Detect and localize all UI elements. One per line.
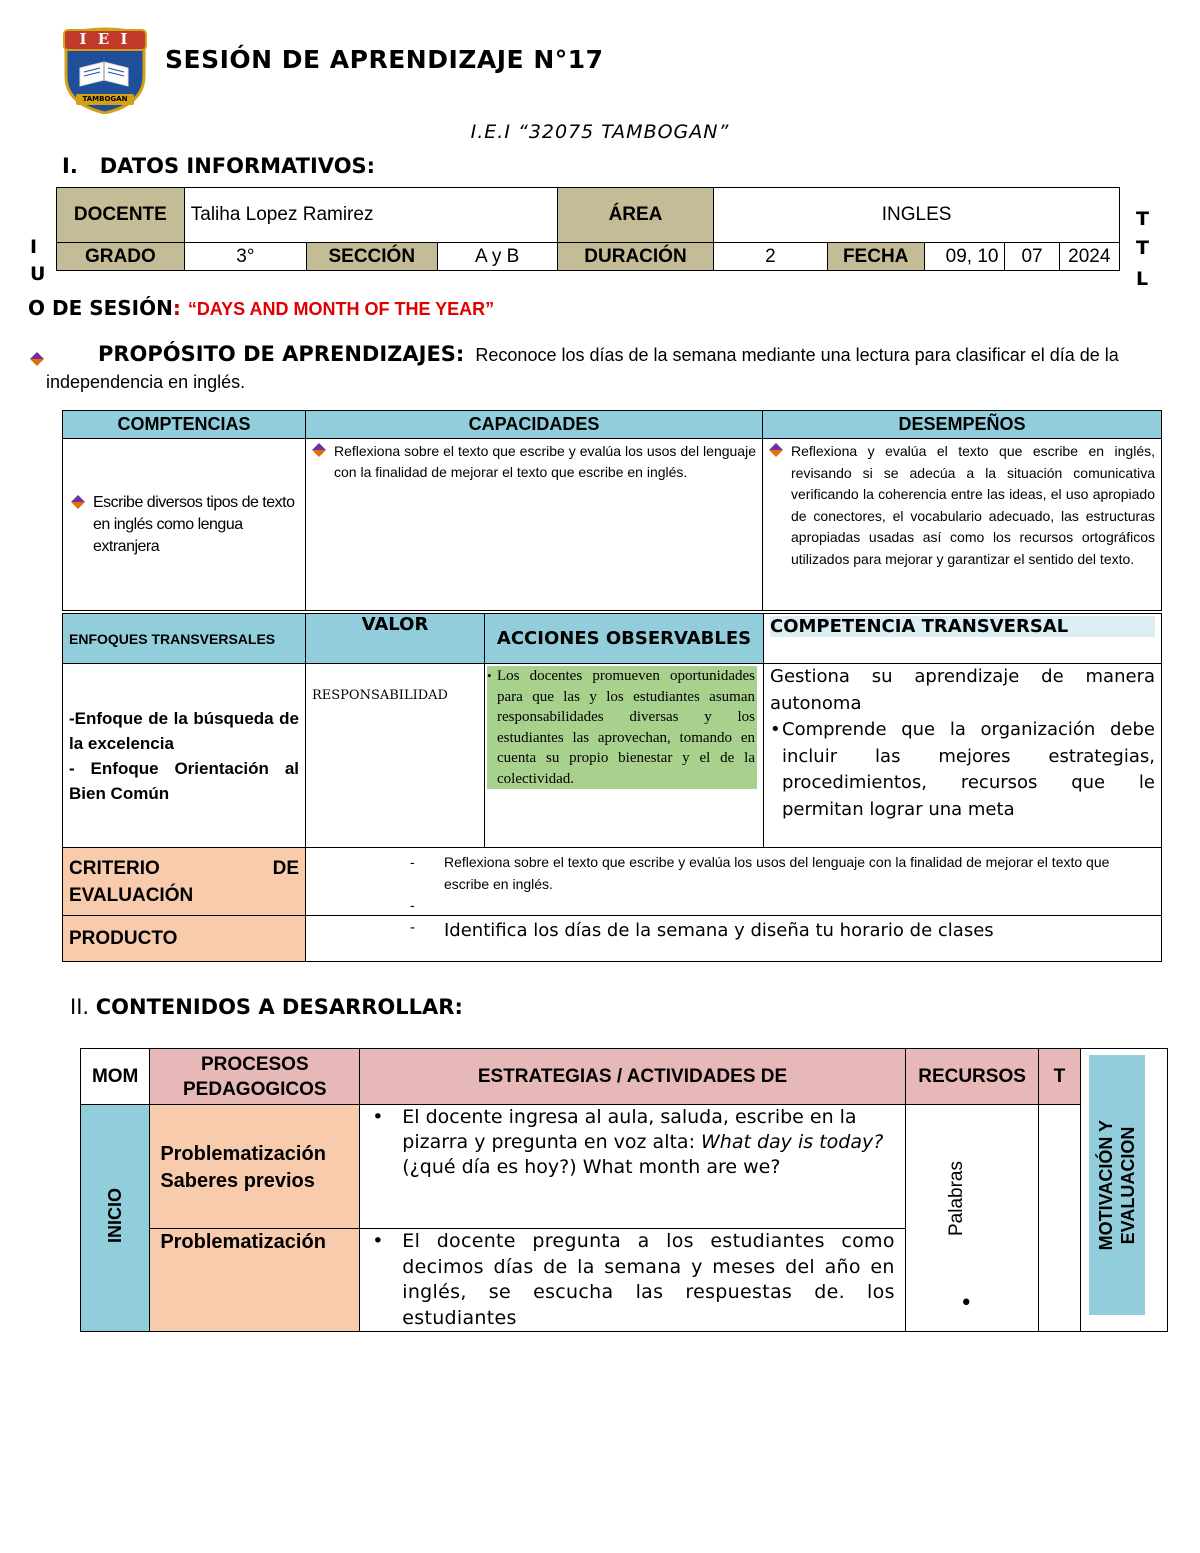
arrow-bullet-icon bbox=[769, 443, 783, 457]
header-recursos: RECURSOS bbox=[905, 1049, 1039, 1105]
competencia-text: Escribe diversos tipos de texto en inglés como lengua extranjera bbox=[93, 493, 295, 555]
session-title-colon: : bbox=[172, 296, 181, 320]
section-datos-title: I. DATOS INFORMATIVOS: bbox=[62, 154, 376, 178]
margin-letter: U bbox=[30, 263, 46, 285]
acciones-text: Los docentes promueven oportunidades para que las y los estudiantes asuman responsabilidades diversas y los estudiantes las aprovechan, tomando en cuenta su propio bienestar y el de la colectividad. bbox=[497, 668, 755, 787]
header-competencias: COMPTENCIAS bbox=[63, 411, 306, 439]
enfoques-table bbox=[62, 613, 1162, 962]
criterio-label: CRITERIO DE EVALUACIÓN bbox=[69, 857, 299, 906]
recursos-text: Palabras bbox=[945, 1161, 967, 1236]
criterio-cell bbox=[306, 848, 1162, 916]
header-desempenos: DESEMPEÑOS bbox=[763, 411, 1162, 439]
t-cell bbox=[1039, 1105, 1080, 1332]
header-valor: VALOR bbox=[306, 614, 485, 664]
grado-label: GRADO bbox=[57, 243, 185, 271]
capacidad-cell bbox=[306, 439, 763, 611]
seccion-value: A y B bbox=[437, 243, 557, 271]
section-number: II. bbox=[70, 995, 90, 1019]
side-label-cell bbox=[1080, 1049, 1167, 1332]
proposito-label: PROPÓSITO DE APRENDIZAJES: bbox=[98, 342, 465, 366]
acciones-cell bbox=[485, 664, 764, 848]
logo-top-text: I E I bbox=[79, 30, 131, 48]
arrow-bullet-icon bbox=[312, 443, 326, 457]
proceso-1: Problematización Saberes previos bbox=[150, 1105, 360, 1229]
section-title: CONTENIDOS A DESARROLLAR: bbox=[95, 995, 463, 1019]
producto-text: Identifica los días de la semana y diseña tu horario de clases bbox=[444, 920, 994, 941]
docente-value: Taliha Lopez Ramirez bbox=[184, 188, 557, 243]
side-label: MOTIVACIÓN Y EVALUACION bbox=[1095, 1119, 1138, 1251]
inicio-label: INICIO bbox=[104, 1188, 125, 1244]
comp-transversal-text: Gestiona su aprendizaje de manera autonoma bbox=[770, 666, 1155, 714]
logo-bottom-text: TAMBOGAN bbox=[82, 95, 128, 103]
enfoques-cell bbox=[63, 664, 306, 848]
desempeno-text: Reflexiona y evalúa el texto que escribe en inglés, revisando si se adecúa a la situación comunicativa verificando la coherencia entre las ideas, el uso apropiado de conectores, el vocabulario adecuado, las estructuras apropiadas usadas así como los recursos ortográficos utilizados para mejorar y garantizar el sentido del texto. bbox=[791, 443, 1155, 567]
desempeno-cell bbox=[763, 439, 1162, 611]
grado-value: 3° bbox=[184, 243, 306, 271]
school-name: I.E.I “32075 TAMBOGAN” bbox=[470, 121, 730, 143]
section-contenidos-title bbox=[70, 995, 463, 1019]
fecha-month: 07 bbox=[1005, 243, 1059, 271]
recursos-bullet: • bbox=[959, 1291, 973, 1316]
margin-letter: I bbox=[30, 236, 38, 258]
actividad-1: • El docente ingresa al aula, saluda, escribe en la pizarra y pregunta en voz alta: What day is today? (¿qué día es hoy?) What month are we? bbox=[360, 1105, 906, 1229]
fecha-year: 2024 bbox=[1059, 243, 1119, 271]
page-title: SESIÓN DE APRENDIZAJE N°17 bbox=[165, 45, 604, 74]
header-t: T bbox=[1039, 1049, 1080, 1105]
criterio-text: Reflexiona sobre el texto que escribe y evalúa los usos del lenguaje con la finalidad de mejorar el texto que escribe en inglés. bbox=[444, 854, 1110, 892]
actividad-1-text: El docente ingresa al aula, saluda, escribe en la pizarra y pregunta en voz alta: What day is today? (¿qué día es hoy?) What month are we? bbox=[402, 1106, 884, 1178]
acciones-highlight: • Los docentes promueven oportunidades para que las y los estudiantes asuman responsabilidades diversas y los estudiantes las aprovechan, tomando en cuenta su propio bienestar y el de la colectividad. bbox=[487, 666, 757, 789]
datos-table bbox=[56, 187, 1120, 271]
area-label: ÁREA bbox=[557, 188, 713, 243]
docente-label: DOCENTE bbox=[57, 188, 185, 243]
proposito-line1 bbox=[98, 342, 1119, 366]
header-comp-transversal bbox=[764, 614, 1162, 664]
header-procesos: PROCESOS PEDAGOGICOS bbox=[150, 1049, 360, 1105]
header-estrategias: ESTRATEGIAS / ACTIVIDADES DE bbox=[360, 1049, 906, 1105]
fecha-label: FECHA bbox=[827, 243, 924, 271]
header-capacidades: CAPACIDADES bbox=[306, 411, 763, 439]
arrow-bullet-icon bbox=[30, 352, 44, 366]
duracion-label: DURACIÓN bbox=[557, 243, 713, 271]
comp-transversal-bullet: Comprende que la organización debe incluir las mejores estrategias, procedimientos, recursos que le permitan lograr una meta bbox=[782, 719, 1155, 820]
duracion-value: 2 bbox=[714, 243, 827, 271]
valor-cell bbox=[306, 664, 485, 848]
arrow-bullet-icon bbox=[71, 495, 85, 509]
recursos-cell bbox=[905, 1105, 1039, 1332]
valor-text: RESPONSABILIDAD bbox=[312, 688, 448, 703]
school-logo bbox=[62, 24, 148, 114]
session-title-label: O DE SESIÓN bbox=[28, 296, 173, 320]
actividad-2: • El docente pregunta a los estudiantes como decimos días de la semana y meses del año en inglés, se escucha las respuestas de. los estudiantes bbox=[360, 1229, 906, 1332]
margin-letter: T bbox=[1136, 208, 1149, 230]
producto-label: PRODUCTO bbox=[63, 916, 306, 962]
area-value: INGLES bbox=[714, 188, 1120, 243]
session-title-line bbox=[28, 296, 494, 320]
capacidad-text: Reflexiona sobre el texto que escribe y evalúa los usos del lenguaje con la finalidad de mejorar el texto que escribe en inglés. bbox=[334, 443, 756, 480]
criterio-label-cell bbox=[63, 848, 306, 916]
dash: - bbox=[410, 897, 415, 913]
side-label-box bbox=[1089, 1055, 1145, 1315]
margin-letter: T bbox=[1136, 237, 1149, 259]
proposito-text: Reconoce los días de la semana mediante una lectura para clasificar el día de la bbox=[475, 345, 1119, 365]
header-acciones: ACCIONES OBSERVABLES bbox=[485, 614, 764, 664]
comp-transversal-cell: Gestiona su aprendizaje de manera autonoma • Comprende que la organización debe incluir las mejores estrategias, procedimientos, recursos que le permitan lograr una meta bbox=[764, 664, 1162, 848]
contenidos-table bbox=[80, 1048, 1168, 1332]
session-title-value: “DAYS AND MONTH OF THE YEAR” bbox=[187, 299, 495, 319]
margin-letter: L bbox=[1136, 268, 1149, 290]
enfoque-1: -Enfoque de la búsqueda de la excelencia bbox=[69, 708, 299, 753]
proposito-text-cont: independencia en inglés. bbox=[46, 372, 246, 392]
dash: - bbox=[410, 920, 416, 936]
dash: - bbox=[410, 854, 415, 870]
fecha-day: 09, 10 bbox=[924, 243, 1005, 271]
header-mom: MOM bbox=[81, 1049, 150, 1105]
actividad-2-text: El docente pregunta a los estudiantes como decimos días de la semana y meses del año en inglés, se escucha las respuestas de. los estudiantes bbox=[402, 1230, 895, 1329]
inicio-cell bbox=[81, 1105, 150, 1332]
header-enfoques: ENFOQUES TRANSVERSALES bbox=[63, 614, 306, 664]
competencia-cell bbox=[63, 439, 306, 611]
enfoque-2: - Enfoque Orientación al Bien Común bbox=[69, 758, 299, 803]
seccion-label: SECCIÓN bbox=[307, 243, 438, 271]
proceso-2: Problematización bbox=[150, 1229, 360, 1332]
producto-cell bbox=[306, 916, 1162, 962]
competencias-table bbox=[62, 410, 1162, 611]
header-comp-transversal-text: COMPETENCIA TRANSVERSAL bbox=[770, 616, 1069, 637]
